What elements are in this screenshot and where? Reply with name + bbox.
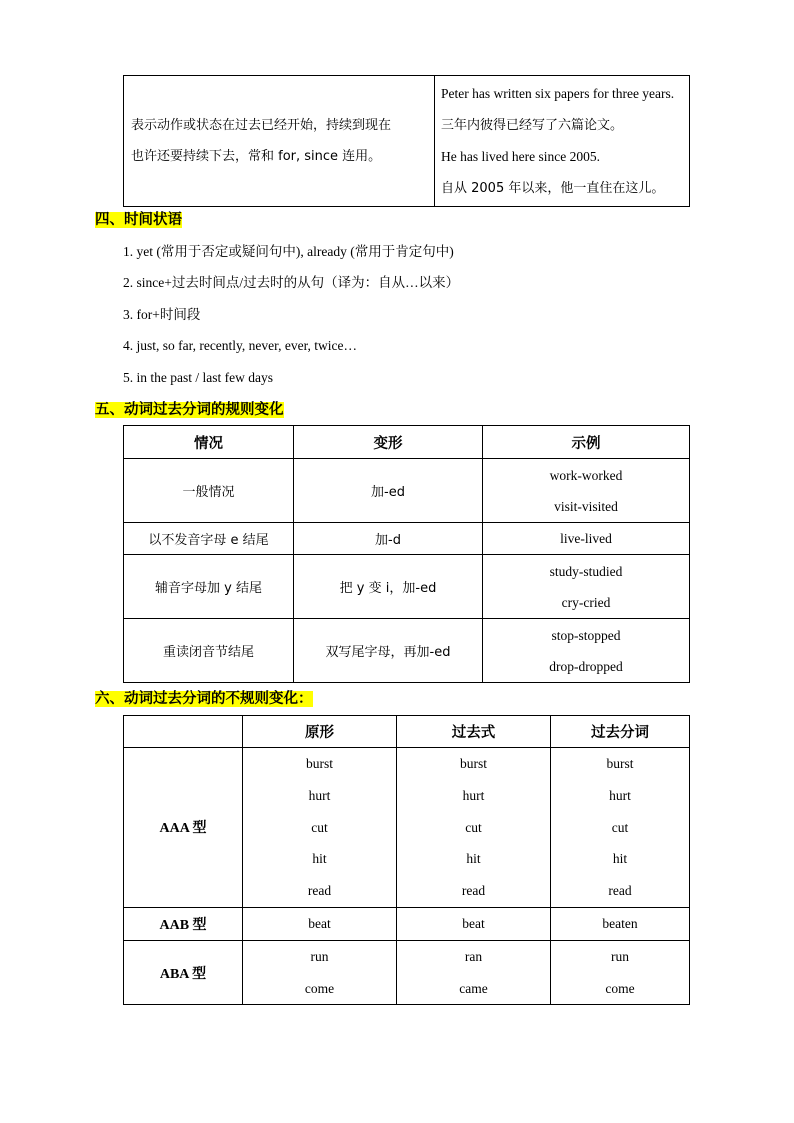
list-item: 1. yet (常用于否定或疑问句中), already (常用于肯定句中)	[123, 244, 454, 259]
list-item: 4. just, so far, recently, never, ever, twice…	[123, 338, 358, 353]
example-sentence: He has lived here since 2005.	[441, 149, 600, 164]
column-header: 过去分词	[551, 716, 690, 748]
table-row	[124, 459, 690, 523]
case-cell: 一般情况	[124, 459, 294, 523]
verb-form: burst	[460, 756, 487, 771]
past-form-cell	[397, 940, 551, 1005]
case-cell: 以不发音字母 e 结尾	[124, 523, 294, 555]
table-row	[124, 619, 690, 683]
column-header: 原形	[243, 716, 397, 748]
table-row	[124, 748, 690, 908]
example-item: work-worked	[549, 467, 623, 483]
example-item: stop-stopped	[551, 627, 621, 643]
table-row	[124, 555, 690, 619]
verb-form: beaten	[602, 915, 638, 931]
column-header: 情况	[124, 426, 294, 459]
verb-form: ran	[464, 948, 483, 964]
past-form-cell	[397, 907, 551, 940]
example-item: drop-dropped	[549, 658, 623, 674]
example-item: cry-cried	[561, 594, 611, 610]
verb-form: hit	[312, 851, 327, 867]
verb-form: come	[304, 980, 335, 996]
pattern-type-cell: AAA 型	[124, 748, 243, 908]
past-form-cell	[397, 748, 551, 908]
form-cell: 加-d	[294, 523, 483, 555]
verb-form: cut	[611, 819, 629, 835]
table-row	[124, 523, 690, 555]
column-header: 示例	[483, 426, 690, 459]
usage-description-line: 也许还要持续下去，常和 for, since 连用。	[131, 149, 382, 164]
example-item: study-studied	[549, 563, 623, 579]
pattern-type-cell: ABA 型	[124, 940, 243, 1005]
case-cell: 辅音字母加 y 结尾	[124, 555, 294, 619]
verb-form: read	[608, 883, 632, 899]
section-heading: 六、动词过去分词的不规则变化：	[95, 691, 313, 707]
verb-form: hurt	[609, 787, 631, 803]
pattern-type-cell: AAB 型	[124, 907, 243, 940]
column-header: 过去式	[397, 716, 551, 748]
table-row	[124, 76, 690, 207]
list-item: 2. since+过去时间点/过去时的从句（译为：自从…以来）	[123, 275, 460, 290]
verb-form: beat	[462, 915, 485, 931]
verb-form: read	[307, 883, 332, 899]
usage-table	[123, 75, 690, 207]
base-form-cell	[243, 748, 397, 908]
form-cell: 把 y 变 i，加-ed	[294, 555, 483, 619]
example-cell	[483, 459, 690, 523]
usage-examples-cell	[435, 76, 690, 207]
verb-form: beat	[308, 915, 331, 931]
verb-form: cut	[465, 819, 482, 835]
verb-form: run	[611, 948, 629, 964]
table-row	[124, 907, 690, 940]
table-header-row	[124, 716, 690, 748]
verb-form: came	[459, 980, 488, 996]
table-row	[124, 940, 690, 1005]
column-header: 变形	[294, 426, 483, 459]
example-sentence: Peter has written six papers for three years.	[441, 86, 675, 101]
list-item: 5. in the past / last few days	[123, 370, 273, 385]
example-cell	[483, 523, 690, 555]
example-translation: 三年内彼得已经写了六篇论文。	[441, 117, 624, 133]
verb-form: hit	[466, 851, 481, 867]
list-item: 3. for+时间段	[123, 307, 201, 322]
case-cell: 重读闭音节结尾	[124, 619, 294, 683]
form-cell: 加-ed	[294, 459, 483, 523]
section-heading: 四、时间状语	[95, 212, 182, 228]
example-item: visit-visited	[554, 498, 618, 514]
past-participle-cell	[551, 748, 690, 908]
example-cell	[483, 555, 690, 619]
irregular-forms-table	[123, 715, 690, 1005]
table-header-row	[124, 426, 690, 459]
verb-form: come	[605, 980, 635, 996]
section-heading: 五、动词过去分词的规则变化	[95, 402, 284, 418]
usage-description-line: 表示动作或状态在过去已经开始，持续到现在	[131, 118, 392, 133]
verb-form: run	[310, 948, 329, 964]
form-cell: 双写尾字母，再加-ed	[294, 619, 483, 683]
base-form-cell	[243, 907, 397, 940]
column-header	[124, 716, 243, 748]
verb-form: burst	[606, 756, 634, 771]
verb-form: hurt	[462, 787, 485, 803]
past-participle-cell	[551, 940, 690, 1005]
verb-form: cut	[311, 819, 328, 835]
verb-form: read	[461, 883, 486, 899]
example-translation: 自从 2005 年以来，他一直住在这儿。	[441, 180, 665, 196]
base-form-cell	[243, 940, 397, 1005]
verb-form: hit	[612, 851, 628, 867]
regular-forms-table	[123, 425, 690, 683]
example-item: live-lived	[560, 531, 612, 546]
usage-description-cell	[124, 76, 435, 207]
verb-form: hurt	[308, 787, 331, 803]
example-cell	[483, 619, 690, 683]
past-participle-cell	[551, 907, 690, 940]
verb-form: burst	[306, 756, 333, 771]
